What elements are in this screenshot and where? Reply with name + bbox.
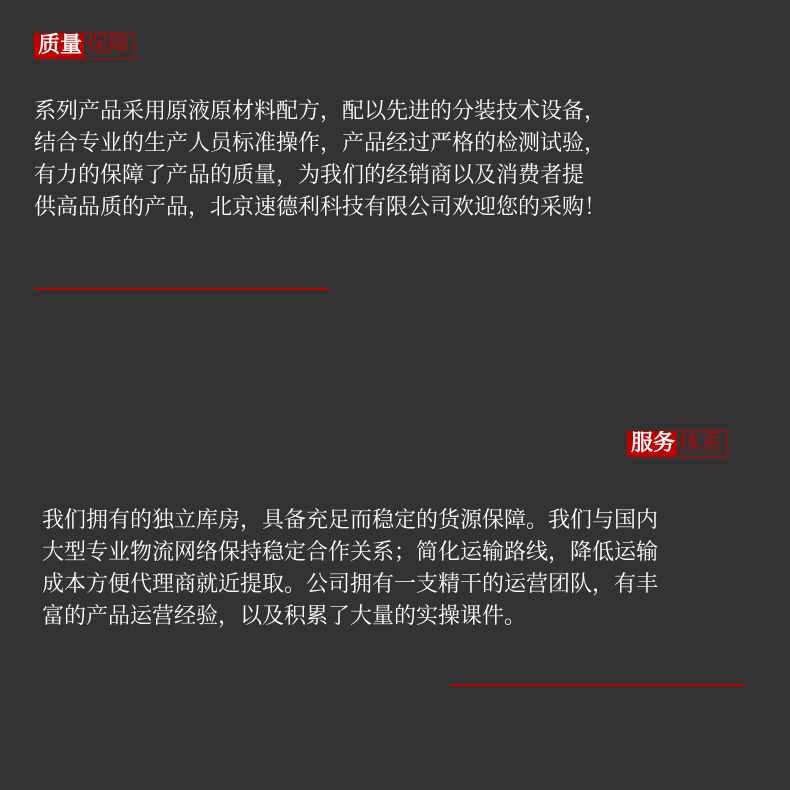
heading-highlight: 服务 — [627, 431, 677, 457]
quality-assurance-text — [34, 96, 754, 224]
divider-line — [450, 684, 744, 686]
text-line: 大型专业物流网络保持稳定合作关系；简化运输路线，降低运输 — [42, 540, 659, 565]
text-line: 有力的保障了产品的质量，为我们的经销商以及消费者提 — [34, 163, 585, 188]
text-line: 供高品质的产品，北京速德利科技有限公司欢迎您的采购！ — [34, 195, 607, 220]
divider-line — [35, 288, 329, 290]
quality-assurance-heading — [34, 33, 135, 59]
text-line: 结合专业的生产人员标准操作，产品经过严格的检测试验， — [34, 131, 607, 156]
service-system-heading — [627, 431, 728, 457]
heading-outline: 保障 — [84, 33, 135, 59]
text-line: 我们拥有的独立库房，具备充足而稳定的货源保障。我们与国内 — [42, 508, 659, 533]
heading-highlight: 质量 — [34, 33, 84, 59]
text-line: 系列产品采用原液原材料配方，配以先进的分装技术设备， — [34, 99, 607, 124]
text-line: 成本方便代理商就近提取。公司拥有一支精干的运营团队，有丰 — [42, 572, 659, 597]
heading-outline: 体系 — [677, 431, 728, 457]
service-system-text — [42, 505, 757, 633]
text-line: 富的产品运营经验，以及积累了大量的实操课件。 — [42, 604, 527, 629]
